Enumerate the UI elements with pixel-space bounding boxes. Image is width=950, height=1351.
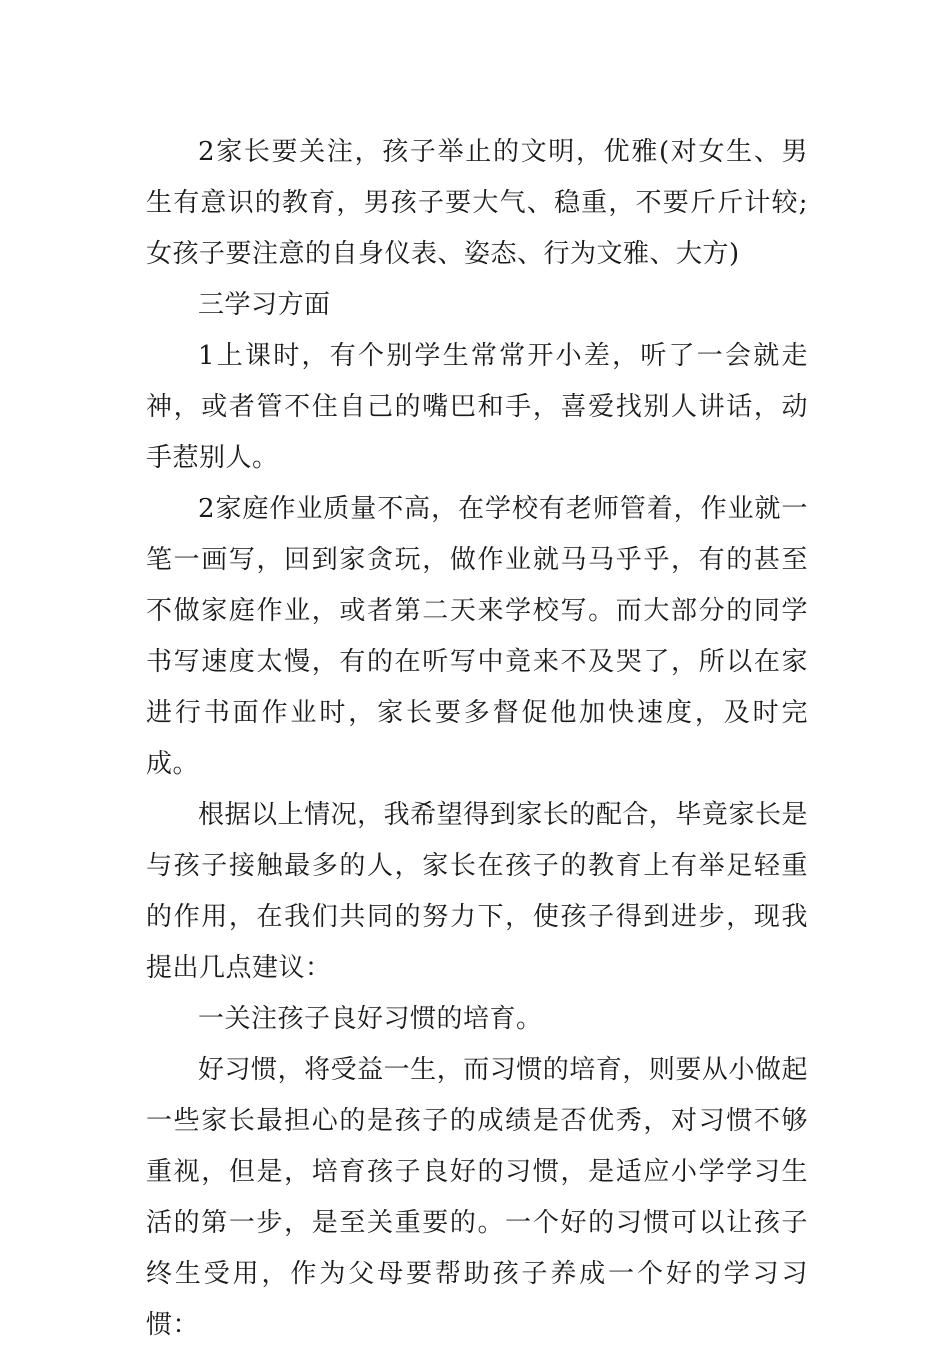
paragraph-class-attention: 1上课时，有个别学生常常开小差，听了一会就走神，或者管不住自己的嘴巴和手，喜爱找别人讲话，动手惹别人。 [146,341,808,473]
paragraph-heading-habits: 一关注孩子良好习惯的培育。 [198,1004,543,1034]
paragraph-parent-civility: 2家长要关注，孩子举止的文明，优雅(对女生、男生有意识的教育，男孩子要大气、稳重，不要斤斤计较;女孩子要注意的自身仪表、姿态、行为文雅、大方) [146,137,808,269]
paragraph-homework-quality: 2家庭作业质量不高，在学校有老师管着，作业就一笔一画写，回到家贪玩，做作业就马马乎乎，有的甚至不做家庭作业，或者第二天来学校写。而大部分的同学书写速度太慢，有的在听写中竟来不及哭了，所以在家进行书面作业时，家长要多督促他加快速度，及时完成。 [146,494,808,779]
paragraph-suggestions-intro: 根据以上情况，我希望得到家长的配合，毕竟家长是与孩子接触最多的人，家长在孩子的教育上有举足轻重的作用，在我们共同的努力下，使孩子得到进步，现我提出几点建议： [146,800,808,983]
document-body [146,127,808,1351]
paragraph-good-habits: 好习惯，将受益一生，而习惯的培育，则要从小做起一些家长最担心的是孩子的成绩是否优秀，对习惯不够重视，但是，培育孩子良好的习惯，是适应小学学习生活的第一步，是至关重要的。一个好的习惯可以让孩子终生受用，作为父母要帮助孩子养成一个好的学习习惯： [146,1055,808,1340]
paragraph-heading-study: 三学习方面 [198,290,331,320]
